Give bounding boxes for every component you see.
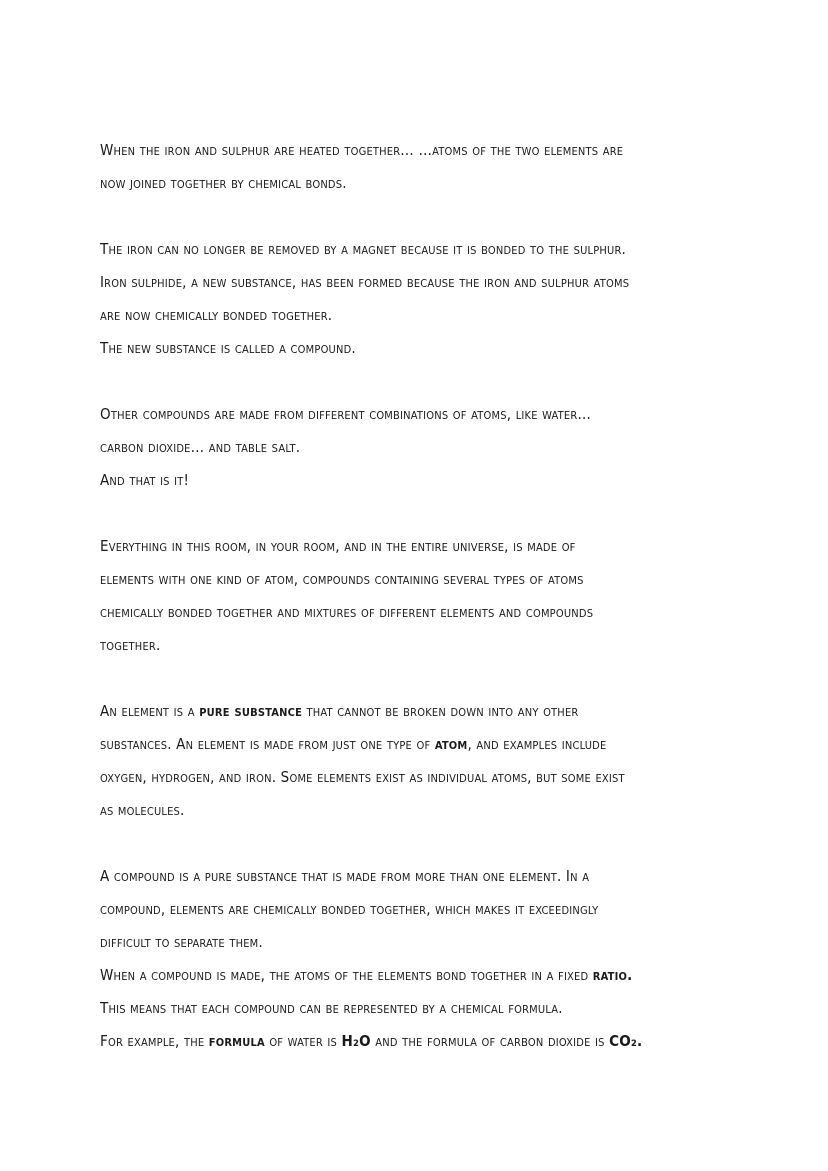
text-line: Iron sulphide, a new substance, has been formed because the iron and sulphur atoms [100,273,630,291]
text-run: , and examples include [467,735,607,753]
text-line: This means that each compound can be represented by a chemical formula. [100,999,563,1017]
text-run: An element is a [100,702,200,720]
text-run: that cannot be broken down into any other [302,702,579,720]
text-line [100,695,740,728]
text-line: When the iron and sulphur are heated together… …atoms of the two elements are [100,141,624,159]
text-line: together. [100,636,161,654]
bold-term-ratio: ratio. [592,966,633,984]
text-run: and the formula of carbon dioxide is [370,1032,610,1050]
bold-term-atom: atom [434,735,468,753]
text-line: are now chemically bonded together. [100,306,333,324]
text-run: For example, the [100,1032,209,1050]
formula-carbon-dioxide: CO₂. [609,1032,643,1050]
text-line: difficult to separate them. [100,933,263,951]
text-line [100,1025,740,1058]
paragraph-other-compounds [100,398,740,497]
text-line: compound, elements are chemically bonded together, which makes it exceedingly [100,900,599,918]
text-line: chemically bonded together and mixtures of different elements and compounds [100,603,594,621]
text-line: carbon dioxide… and table salt. [100,438,301,456]
text-line: The iron can no longer be removed by a magnet because it is bonded to the sulphur. [100,240,627,258]
paragraph-iron-sulphide [100,233,740,365]
text-line: now joined together by chemical bonds. [100,174,347,192]
text-line [100,728,740,761]
text-line: Other compounds are made from different combinations of atoms, like water… [100,405,592,423]
text-run: of water is [264,1032,342,1050]
paragraph-heating [100,134,740,200]
text-line: Everything in this room, in your room, and in the entire universe, is made of [100,537,576,555]
text-run: substances. An element is made from just one type of [100,735,435,753]
text-line: as molecules. [100,801,185,819]
text-line: The new substance is called a compound. [100,339,356,357]
text-line: A compound is a pure substance that is made from more than one element. In a [100,867,590,885]
formula-water: H₂O [341,1032,371,1050]
bold-term-formula: formula [208,1032,265,1050]
paragraph-everything [100,530,740,662]
paragraph-compound-definition [100,860,740,1058]
document-page [100,134,740,1091]
text-run: When a compound is made, the atoms of the elements bond together in a fixed [100,966,593,984]
paragraph-element-definition [100,695,740,827]
bold-term-pure-substance: pure substance [199,702,303,720]
text-line: elements with one kind of atom, compounds containing several types of atoms [100,570,584,588]
text-line [100,959,740,992]
text-line: oxygen, hydrogen, and iron. Some elements exist as individual atoms, but some exist [100,768,625,786]
text-line: And that is it! [100,471,190,489]
